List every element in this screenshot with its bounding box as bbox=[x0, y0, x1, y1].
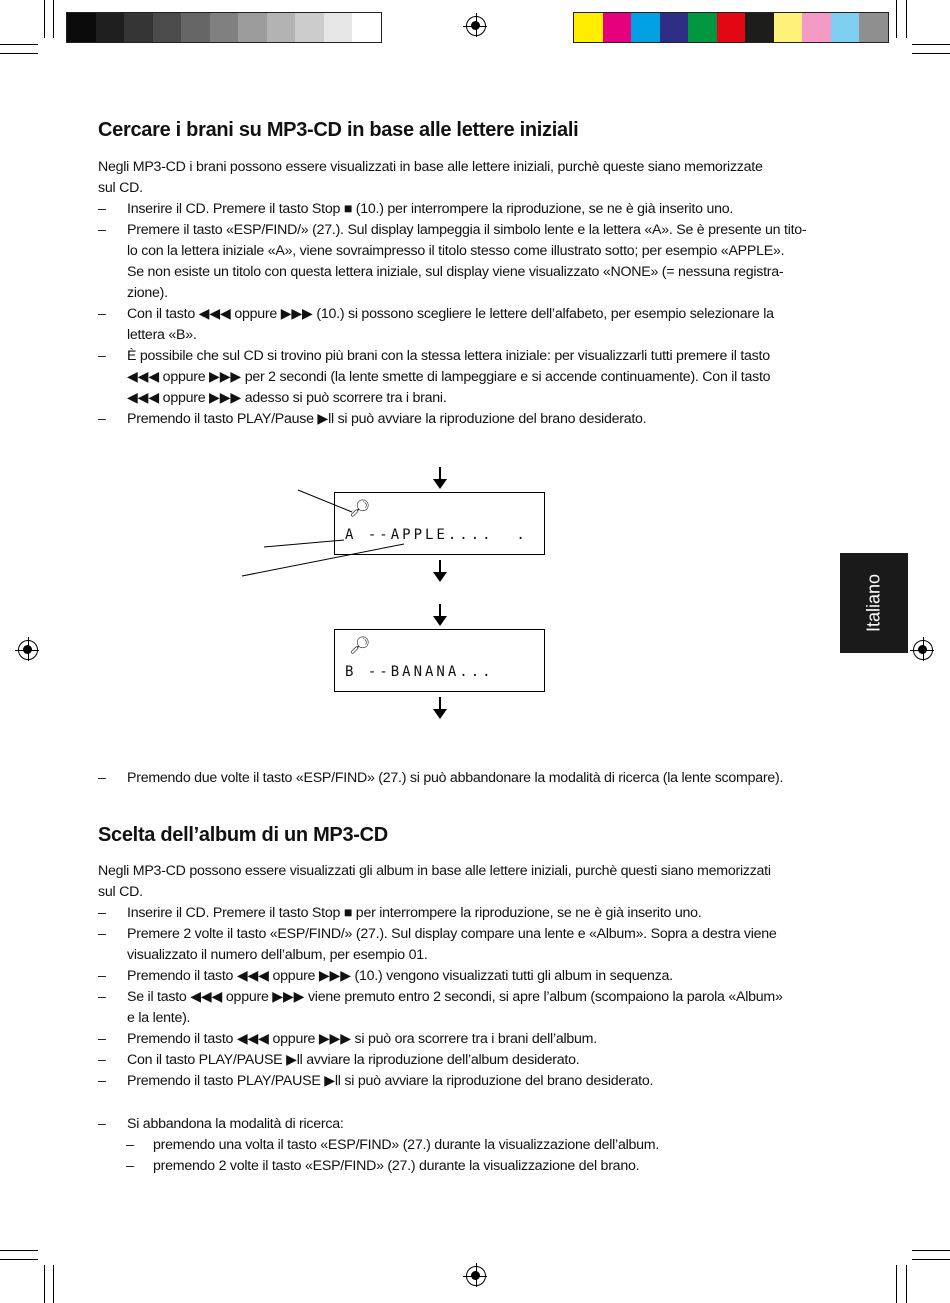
callout-line bbox=[264, 540, 344, 547]
crop-mark bbox=[912, 1259, 950, 1260]
sub-list-item-text: premendo una volta il tasto «ESP/FIND» (27.) durante la visualizzazione dell’album. bbox=[153, 1137, 660, 1153]
lcd-text: B --BANANA... bbox=[345, 664, 494, 680]
magnifier-icon: 🔎︎ bbox=[349, 636, 371, 655]
bullet-dash: – bbox=[98, 770, 106, 786]
crop-mark bbox=[53, 1265, 54, 1303]
intro-line: Negli MP3-CD i brani possono essere visualizzati in base alle lettere iniziali, purchè queste siano memorizzate bbox=[98, 159, 763, 175]
bullet-dash: – bbox=[98, 989, 106, 1005]
crop-mark bbox=[912, 1250, 950, 1251]
list-item-text: Inserire il CD. Premere il tasto Stop ■ (10.) per interrompere la riproduzione, se ne è già inserito uno. bbox=[127, 201, 734, 217]
down-arrow-icon bbox=[439, 467, 441, 487]
bullet-dash: – bbox=[98, 306, 106, 322]
list-item-text: Premendo due volte il tasto «ESP/FIND» (27.) si può abbandonare la modalità di ricerca (la lente scompare). bbox=[127, 770, 784, 786]
list-item-text: Se non esiste un titolo con questa lettera iniziale, sul display viene visualizzato «NONE» (= nessuna registra- bbox=[127, 264, 784, 280]
list-item-text: visualizzato il numero dell’album, per esempio 01. bbox=[127, 947, 428, 963]
list-item bbox=[98, 903, 816, 924]
crop-mark bbox=[0, 1259, 38, 1260]
language-tab-label: Italiano bbox=[863, 573, 884, 633]
sub-list-item bbox=[126, 1156, 816, 1177]
bullet-dash: – bbox=[98, 1073, 106, 1089]
lcd-display bbox=[334, 629, 545, 692]
magnifier-icon: 🔎︎ bbox=[349, 499, 371, 518]
bullet-dash: – bbox=[98, 1031, 106, 1047]
list-item-text: Premendo il tasto PLAY/Pause ▶ll si può avviare la riproduzione del brano desiderato. bbox=[127, 411, 647, 427]
sub-list-item bbox=[126, 1135, 816, 1156]
list-item-text: Inserire il CD. Premere il tasto Stop ■ per interrompere la riproduzione, se ne è già inserito uno. bbox=[127, 905, 702, 921]
intro-line: Negli MP3-CD possono essere visualizzati gli album in base alle lettere iniziali, purchè questi siano memorizzati bbox=[98, 863, 771, 879]
list-item bbox=[98, 1114, 816, 1135]
bullet-dash: – bbox=[126, 1158, 134, 1174]
list-item-text: Premendo il tasto ◀◀◀ oppure ▶▶▶ (10.) vengono visualizzati tutti gli album in sequenza. bbox=[127, 968, 673, 984]
list-item bbox=[98, 1071, 816, 1092]
down-arrow-icon bbox=[439, 697, 441, 717]
list-item bbox=[98, 966, 816, 987]
list-item-text: Premendo il tasto ◀◀◀ oppure ▶▶▶ si può ora scorrere tra i brani dell’album. bbox=[127, 1031, 597, 1047]
list-item bbox=[98, 1050, 816, 1071]
list-item-text: Con il tasto ◀◀◀ oppure ▶▶▶ (10.) si possono scegliere le lettere dell’alfabeto, per esempio selezionare la bbox=[127, 306, 774, 322]
bullet-dash: – bbox=[126, 1137, 134, 1153]
list-item-text: Con il tasto PLAY/PAUSE ▶ll avviare la riproduzione dell’album desiderato. bbox=[127, 1052, 580, 1068]
list-item bbox=[98, 1029, 816, 1050]
list-item-text: ◀◀◀ oppure ▶▶▶ adesso si può scorrere tra i brani. bbox=[127, 390, 447, 406]
bullet-dash: – bbox=[98, 201, 106, 217]
crop-mark bbox=[906, 1265, 907, 1303]
list-item-text: Premere 2 volte il tasto «ESP/FIND/» (27.). Sul display compare una lente e «Album». Sopra a destra viene bbox=[127, 926, 777, 942]
list-item-text: Premendo il tasto PLAY/PAUSE ▶ll si può avviare la riproduzione del brano desiderato. bbox=[127, 1073, 654, 1089]
bullet-dash: – bbox=[98, 348, 106, 364]
list-item-text: lo con la lettera iniziale «A», viene sovraimpresso il titolo stesso come illustrato sotto; per esempio «APPLE». bbox=[127, 243, 785, 259]
lcd-display bbox=[334, 492, 545, 555]
list-item-text: ◀◀◀ oppure ▶▶▶ per 2 secondi (la lente smette di lampeggiare e si accende continuamente). Con il tasto bbox=[127, 369, 771, 385]
down-arrow-icon bbox=[439, 560, 441, 580]
section-title: Cercare i brani su MP3-CD in base alle lettere iniziali bbox=[98, 119, 579, 141]
list-item bbox=[98, 768, 816, 789]
bullet-dash: – bbox=[98, 222, 106, 238]
list-item-text: lettera «B». bbox=[127, 327, 197, 343]
list-item-text: Si abbandona la modalità di ricerca: bbox=[127, 1116, 344, 1132]
down-arrow-icon bbox=[439, 604, 441, 624]
list-item-text: e la lente). bbox=[127, 1010, 191, 1026]
bullet-dash: – bbox=[98, 1052, 106, 1068]
crop-mark bbox=[44, 1265, 45, 1303]
bullet-dash: – bbox=[98, 905, 106, 921]
bullet-dash: – bbox=[98, 411, 106, 427]
crop-mark bbox=[0, 1250, 38, 1251]
intro-line: sul CD. bbox=[98, 884, 143, 900]
list-item-text: Se il tasto ◀◀◀ oppure ▶▶▶ viene premuto entro 2 secondi, si apre l’album (scompaiono la parola «Album» bbox=[127, 989, 783, 1005]
lcd-text: A --APPLE.... . bbox=[345, 527, 528, 543]
registration-mark-icon bbox=[466, 1266, 486, 1286]
sub-list-item-text: premendo 2 volte il tasto «ESP/FIND» (27.) durante la visualizzazione del brano. bbox=[153, 1158, 640, 1174]
list-item-text: Premere il tasto «ESP/FIND/» (27.). Sul display lampeggia il simbolo lente e la lettera «A». Se è presente un tito- bbox=[127, 222, 807, 238]
crop-mark bbox=[896, 1265, 897, 1303]
bullet-dash: – bbox=[98, 1116, 106, 1132]
section-title: Scelta dell’album di un MP3-CD bbox=[98, 824, 388, 846]
bullet-dash: – bbox=[98, 926, 106, 942]
bullet-dash: – bbox=[98, 968, 106, 984]
list-item-text: È possibile che sul CD si trovino più brani con la stessa lettera iniziale: per visualizzarli tutti premere il tasto bbox=[127, 348, 770, 364]
intro-line: sul CD. bbox=[98, 180, 143, 196]
list-item bbox=[98, 924, 816, 966]
list-item-text: zione). bbox=[127, 285, 168, 301]
list-item bbox=[98, 987, 816, 1029]
